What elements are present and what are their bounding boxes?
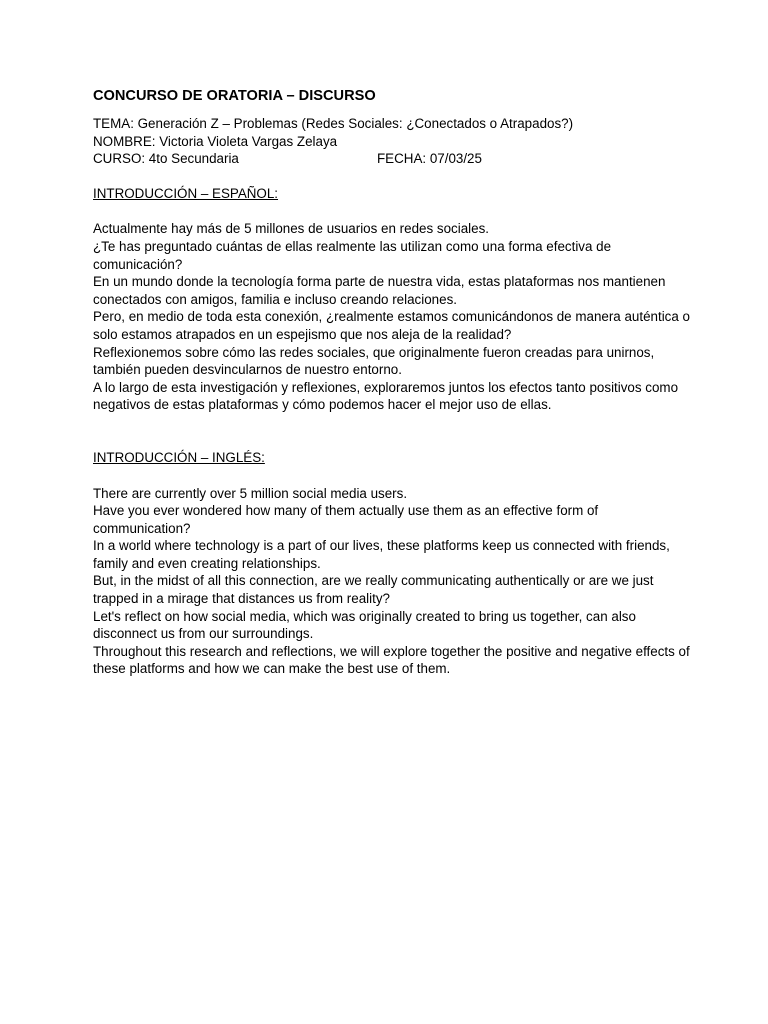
document-meta (93, 115, 693, 168)
document-title: CONCURSO DE ORATORIA – DISCURSO (93, 88, 376, 104)
paragraph: But, in the midst of all this connection, are we really communicating authentically or are we just trapped in a mirage that distances us from reality? (93, 573, 654, 607)
paragraph: Let's reflect on how social media, which was originally created to bring us together, can also disconnect us from our surroundings. (93, 608, 636, 642)
section-intro-spanish (93, 185, 693, 414)
section-heading-english: INTRODUCCIÓN – INGLÉS: (93, 449, 265, 465)
paragraph: Actualmente hay más de 5 millones de usuarios en redes sociales. (93, 221, 489, 237)
section-heading-spanish: INTRODUCCIÓN – ESPAÑOL: (93, 185, 279, 201)
paragraph: Pero, en medio de toda esta conexión, ¿realmente estamos comunicándonos de manera auténtica o solo estamos atrapados en un espejismo que nos aleja de la realidad? (93, 309, 690, 342)
document-page (93, 86, 693, 678)
meta-tema: TEMA: Generación Z – Problemas (Redes Sociales: ¿Conectados o Atrapados?) (93, 116, 574, 131)
paragraph: Reflexionemos sobre cómo las redes sociales, que originalmente fueron creadas para unirnos, también pueden desvincularnos de nuestro entorno. (93, 344, 655, 378)
section-body-spanish (93, 220, 693, 414)
paragraph: A lo largo de esta investigación y reflexiones, exploraremos juntos los efectos tanto positivos como negativos de estas plataformas y cómo podemos hacer el mejor uso de ellas. (93, 379, 679, 413)
paragraph: There are currently over 5 million social media users. (93, 485, 408, 501)
paragraph: ¿Te has preguntado cuántas de ellas realmente las utilizan como una forma efectiva de comunicación? (93, 238, 612, 272)
meta-curso: CURSO: 4to Secundaria (93, 151, 239, 167)
section-intro-english (93, 449, 693, 678)
paragraph: En un mundo donde la tecnología forma parte de nuestra vida, estas plataformas nos mantienen conectados con amigos, familia e incluso creando relaciones. (93, 274, 666, 307)
meta-nombre: NOMBRE: Victoria Violeta Vargas Zelaya (93, 133, 338, 149)
paragraph: Have you ever wondered how many of them actually use them as an effective form of communication? (93, 503, 599, 536)
section-body-english (93, 485, 693, 679)
meta-fecha: FECHA: 07/03/25 (377, 151, 482, 167)
paragraph: In a world where technology is a part of our lives, these platforms keep us connected with friends, family and even creating relationships. (93, 538, 670, 571)
paragraph: Throughout this research and reflections, we will explore together the positive and negative effects of these platforms and how we can make the best use of them. (93, 643, 690, 677)
meta-curso-fecha-row (93, 150, 693, 168)
